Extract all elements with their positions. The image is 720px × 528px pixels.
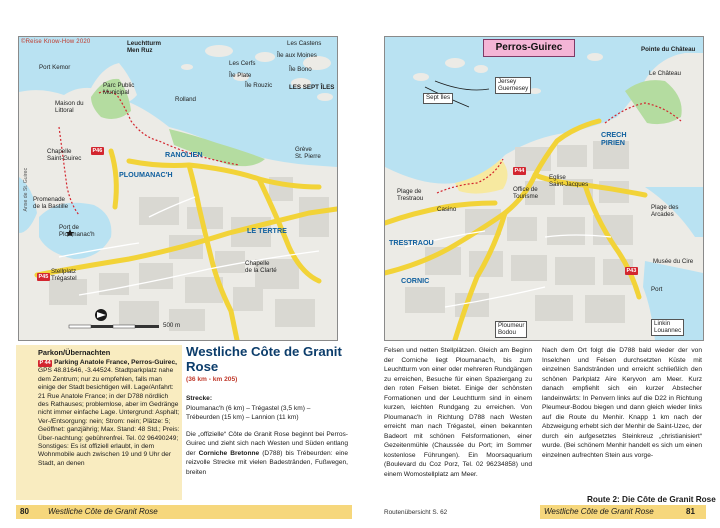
footer-title-right: Westliche Côte de Granit Rose (544, 507, 654, 516)
right-map (384, 36, 704, 341)
map-label-sept-iles: Sept Îles (423, 93, 453, 104)
map-label-eglise: Eglise Saint-Jacques (549, 174, 589, 188)
map-label-chapelle-clarte: Chapelle de la Clarté (245, 260, 277, 274)
column-3-text: Felsen und netten Stellplätzen. Gleich am Beginn der Corniche liegt Ploumanac'h, bis zum Leuchtturm von einer oder mehreren Rundgängen zu erreichen, Besuche für einen Spaziergang zu den roten Felsen bietet. Einige der schönsten Formationen und der Leuchtturm sind in einem kurzen, leichten Rundgang zu erreichen. Von Ploumanac'h in Richtung D788 nach Westen erreicht man nach Trégastel, einen bekannten Badeort mit schönen Felsformationen, einer Gezeitenmühle (Chaussée du Port; im Sommer kostenlose Führungen). Ein Moorsaquarium (Boulevard du Coz Porz, Tel. 02 96234858) und einem Womostellplatz am Meer. (384, 347, 532, 478)
page-number-left: 80 (20, 507, 29, 516)
parking-marker-45: P45 (38, 274, 49, 280)
article-column-3 (384, 346, 532, 479)
map-label-crech-pirien: CRECH PIRIEN (601, 130, 627, 147)
map-label-pointe-chateau: Pointe du Château (641, 46, 696, 53)
map-label-trestraou: TRESTRAOU (389, 238, 434, 247)
map-label-chapelle-st-guirec: Chapelle Saint-Guirec (47, 148, 82, 162)
map-label-casino: Casino (437, 206, 457, 213)
para1-end: (D788) bis Trébeurden: eine reizvolle Strecke mit vielen Badestränden, Fußwegen, breiten (186, 449, 348, 476)
map-label-port-kemor: Port Kemor (39, 64, 71, 71)
map-label-le-tertre: LE TERTRE (247, 226, 287, 235)
para1: Die „offizielle“ Côte de Granit Rose beginnt bei Perros-Guirec und zieht sich nach Westen und Süden entlang der (186, 430, 348, 457)
strecke-line-2: Trébeurden (15 km) – Lannion (11 km) (186, 414, 299, 421)
map-label-ploumanach: PLOUMANAC'H (119, 170, 173, 179)
footer-title-left: Westliche Côte de Granit Rose (48, 507, 158, 516)
map-label-greve-st-pierre: Grève St. Pierre (295, 146, 321, 160)
map-label-stellplatz: Stellplatz Trégastel (51, 268, 77, 282)
map-copyright: ©Reise Know-How 2020 (21, 39, 91, 45)
map-label-cornic: CORNIC (401, 276, 430, 285)
left-map (18, 36, 338, 341)
map-label-linkin: Linkin Louannec (651, 319, 684, 336)
map-label-anse-st-guirec: Anse de St. Guirec (23, 167, 30, 212)
footer-route-overview: Routenübersicht S. 62 (384, 509, 448, 516)
article-km: (36 km - km 205) (186, 376, 238, 383)
map-label-le-chateau: Le Château (649, 70, 681, 77)
map-label-les-castens: Les Castens (287, 40, 322, 47)
map-label-ile-bono: Île Bono (289, 66, 312, 73)
map-label-ile-rouzic: Île Rouzic (245, 82, 273, 89)
sidebar-entry-title: Parking Anatole France, Perros-Guirec, (54, 359, 177, 366)
parking-marker-46: P46 (92, 148, 103, 154)
column-4-text: Nach dem Ort folgt die D788 bald wieder der von Inselchen und Felsen durchsetzten Küste mit einzelnen Sandstränden und erreicht schließlich den schönen Parkplatz Aire Keryvon am Meer. Kurz danach empfiehlt sich ein kurzer Abstecher landeinwärts: In Penvern links auf die D22 in Richtung Pleumeur-Bodou biegen und dann gleich wieder links auf die Route du Menhir. Knapp 1 km nach der Abzweigung erhebt sich der Menhir de Saint-Uzec, der durch ein aufgesetztes Steinkreuz „christianisiert“ wurde. (Bei schönem Menhir handelt es sich um einen einzelnen aufrechten Stein aus vorge- (542, 347, 702, 459)
map-label-jersey: Jersey Guernesey (495, 77, 531, 94)
map-label-office: Office de Tourisme (513, 186, 539, 200)
left-map-graphic (19, 37, 337, 340)
article-column-2 (186, 394, 348, 477)
map-label-plage-arcades: Plage des Arcades (651, 204, 679, 218)
route-header: Route 2: Die Côte de Granit Rose (587, 495, 716, 504)
map-label-les-sept-iles: LES SEPT ÎLES (289, 84, 335, 91)
right-map-graphic (385, 37, 703, 340)
article-column-4 (542, 346, 702, 460)
parking-badge-44: P 44 (39, 360, 51, 366)
map-label-plage-trestraou: Plage de Trestraou (397, 188, 424, 202)
map-label-port: Port (651, 286, 663, 293)
map-label-parc-public: Parc Public Municipal (103, 82, 135, 96)
sidebar-body (38, 359, 180, 468)
right-map-title: Perros-Guirec (483, 39, 575, 57)
strecke-label: Strecke: (186, 395, 213, 402)
map-label-ile-plate: Île Plate (229, 72, 252, 79)
map-label-ranolien: RANOLIEN (165, 150, 203, 159)
sidebar-entry-text: GPS 48.81646, -3.44524. Stadtparkplatz nahe dem Zentrum; nur zu empfehlen, falls man einige der Stadt besichtigen will. Lage/Anfahrt: 21 Rue Anatole France; in der D788 nördlich des Rathauses; problemlose, aber im Gedränge nicht immer einfache Lage. Untergrund: Asphalt; Ver-/Entsorgung: nein; Strom: nein; Plätze: 5; Geöffnet: ganzjährig; Max. Stand: 48 Std.; Preis: Über-nachtung: gebührenfrei. Tel. 02 96490249; Sonstiges: Es ist offiziell erlaubt, in dem Wohnmobile auch zwischen 19 und 9 Uhr der Stadt, an denen (38, 367, 180, 467)
map-label-promenade: Promenade de la Bastille (33, 196, 69, 210)
page-number-right: 81 (686, 507, 695, 516)
parking-marker-44: P44 (514, 168, 525, 174)
strecke-line-1: Ploumanac'h (6 km) – Trégastel (3,5 km) – (186, 404, 311, 412)
map-label-leuchtturm: Leuchtturm Men Ruz (127, 40, 162, 54)
map-label-port-ploumanach: Port de Ploumanac'h (59, 224, 95, 238)
parking-sidebar (16, 345, 182, 500)
map-label-les-cerfs: Les Cerfs (229, 60, 256, 67)
map-label-maison-littoral: Maison du Littoral (55, 100, 84, 114)
map-label-scale: 500 m (163, 322, 181, 329)
map-label-ile-aux-moines: Île aux Moines (277, 52, 317, 59)
corniche-term: Corniche Bretonne (198, 449, 260, 457)
parking-marker-43: P43 (626, 268, 637, 274)
map-label-rolland: Rolland (175, 96, 196, 103)
sidebar-heading: Parkon/Übernachten (38, 348, 111, 357)
map-label-ploumeur: Ploumeur Bodou (495, 321, 527, 338)
map-label-musee-cire: Musée du Cire (653, 258, 694, 265)
article-title: Westliche Côte de Granit Rose (186, 344, 342, 374)
